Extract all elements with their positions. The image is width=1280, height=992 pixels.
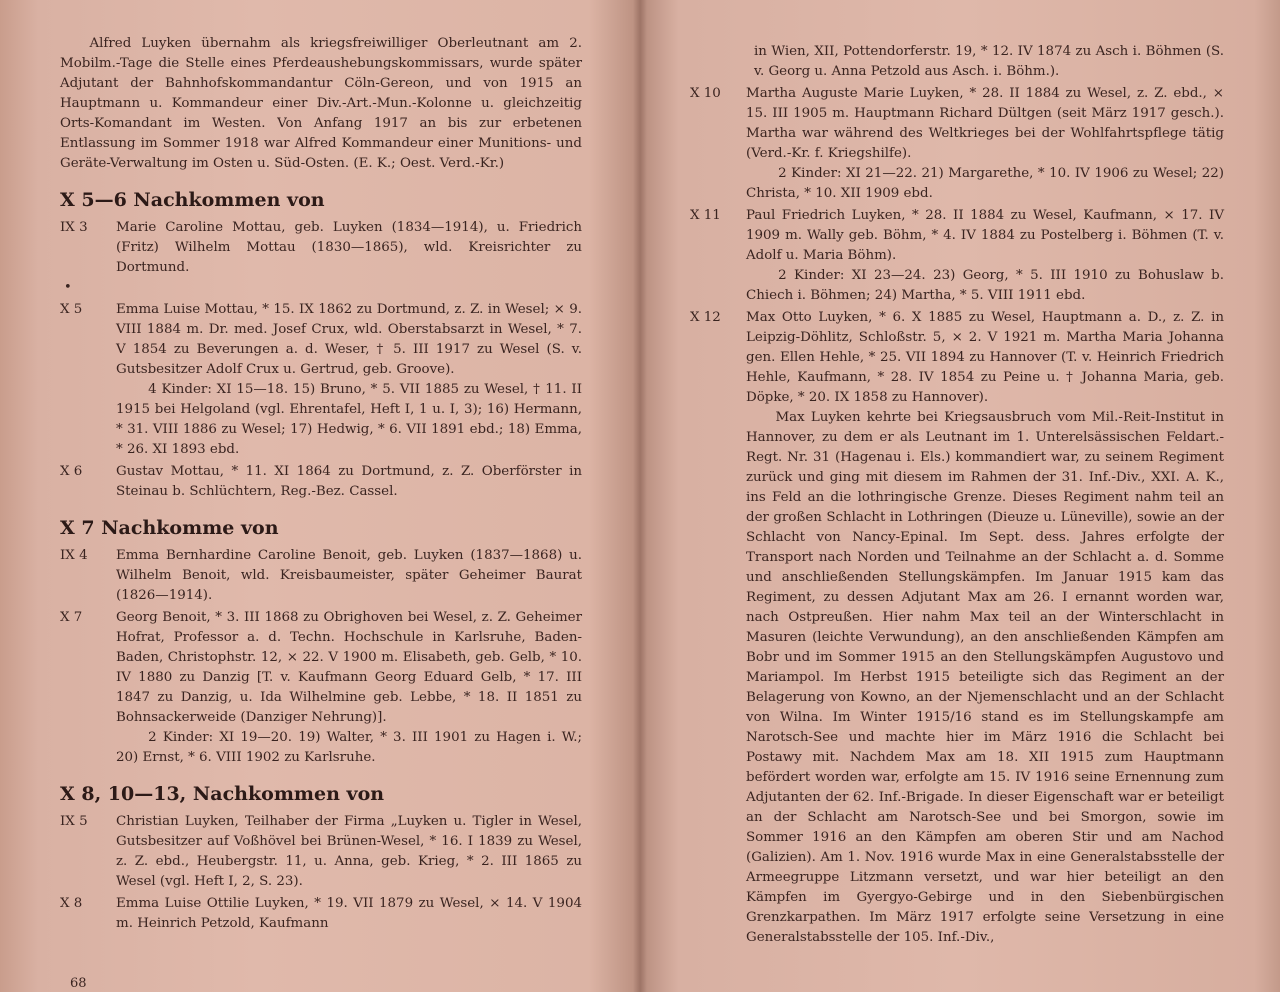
entry-x11	[690, 206, 1224, 306]
entry-text: Marie Caroline Mottau, geb. Luyken (1834—1914), u. Friedrich (Fritz) Wilhelm Mottau (1830—1865), wld. Kreisrichter zu Dortmund.	[116, 220, 582, 275]
parent-entry-ix5	[60, 812, 582, 892]
entry-text: Emma Luise Mottau, * 15. IX 1862 zu Dortmund, z. Z. in Wesel; × 9. VIII 1884 m. Dr. med. Josef Crux, wld. Oberstabsarzt in Wesel, * 7. V 1854 zu Beverungen a. d. Weser, † 5. III 1917 zu Wesel (S. v. Gutsbesitzer Adolf Crux u. Gertrud, geb. Groove).	[116, 302, 582, 377]
continuation-text: in Wien, XII, Pottendorferstr. 19, * 12. IV 1874 zu Asch i. Böhmen (S. v. Georg u. Anna Petzold aus Asch. i. Böhm.).	[754, 44, 1224, 79]
entry-code: X 7	[60, 610, 83, 625]
entry-text: Martha Auguste Marie Luyken, * 28. II 1884 zu Wesel, z. Z. ebd., × 15. III 1905 m. Hauptmann Richard Dültgen (seit März 1917 gesch.). Martha war während des Weltkrieges bei der Wohlfahrtspflege tätig (Verd.-Kr. f. Kriegshilfe).	[746, 86, 1224, 161]
entry-x10	[690, 84, 1224, 204]
entry-text: Georg Benoit, * 3. III 1868 zu Obrighoven bei Wesel, z. Z. Geheimer Hofrat, Professor a. d. Techn. Hochschule in Karlsruhe, Baden-Baden, Christophstr. 12, × 22. V 1900 m. Elisabeth, geb. Gelb, * 10. IV 1880 zu Danzig [T. v. Kaufmann Georg Eduard Gelb, * 17. III 1847 zu Danzig, u. Ida Wilhelmine geb. Lebbe, * 18. II 1851 zu Bohnsackerweide (Danziger Nehrung)].	[116, 610, 582, 725]
right-page	[640, 0, 1280, 992]
entry-x8	[60, 894, 582, 934]
children-list: 4 Kinder: XI 15—18. 15) Bruno, * 5. VII 1885 zu Wesel, † 11. II 1915 bei Helgoland (vgl. Ehrentafel, Heft I, 1 u. I, 3); 16) Hermann, * 31. VIII 1886 zu Wesel; 17) Hedwig, * 6. VII 1891 ebd.; 18) Emma, * 26. XI 1893 ebd.	[116, 382, 582, 457]
book-gutter	[633, 0, 647, 992]
entry-code: X 10	[690, 86, 721, 101]
entry-code: IX 4	[60, 548, 88, 563]
section-heading-x5-6: X 5—6 Nachkommen von	[60, 189, 325, 211]
intro-paragraph: Alfred Luyken übernahm als kriegsfreiwilliger Oberleutnant am 2. Mobilm.-Tage die Stelle eines Pferdeaushebungskommissars, wurde später Adjutant der Bahnhofskommandantur Cöln-Gereon, und von 1915 an Hauptmann u. Kommandeur einer Div.-Art.-Mun.-Kolonne u. gleichzeitig Orts-Komandant im Westen. Von Anfang 1917 an bis zur erbetenen Entlassung im Sommer 1918 war Alfred Kommandeur einer Munitions- und Geräte-Verwaltung im Osten u. Süd-Osten. (E. K.; Oest. Verd.-Kr.)	[60, 36, 582, 171]
entry-text: Gustav Mottau, * 11. XI 1864 zu Dortmund, z. Z. Oberförster in Steinau b. Schlüchtern, Reg.-Bez. Cassel.	[116, 464, 582, 499]
section-heading-x7: X 7 Nachkomme von	[60, 517, 279, 539]
entry-code: X 11	[690, 208, 721, 223]
entry-text: Max Otto Luyken, * 6. X 1885 zu Wesel, Hauptmann a. D., z. Z. in Leipzig-Döhlitz, Schloßstr. 5, × 2. V 1921 m. Martha Maria Johanna gen. Ellen Hehle, * 25. VII 1894 zu Hannover (T. v. Heinrich Friedrich Hehle, Kaufmann, * 28. IV 1854 zu Peine u. † Johanna Maria, geb. Döpke, * 20. IX 1858 zu Hannover).	[746, 310, 1224, 405]
section-heading-x8-13: X 8, 10—13, Nachkommen von	[60, 783, 385, 805]
parent-entry-ix4	[60, 546, 582, 606]
entry-x7	[60, 608, 582, 768]
entry-text: Emma Luise Ottilie Luyken, * 19. VII 1879 zu Wesel, × 14. V 1904 m. Heinrich Petzold, Kaufmann	[116, 896, 582, 931]
children-list: 2 Kinder: XI 21—22. 21) Margarethe, * 10. IV 1906 zu Wesel; 22) Christa, * 10. XII 1909 ebd.	[746, 166, 1224, 201]
entry-text: Paul Friedrich Luyken, * 28. II 1884 zu Wesel, Kaufmann, × 17. IV 1909 m. Wally geb. Böhm, * 4. IV 1884 zu Postelberg i. Böhmen (T. v. Adolf u. Maria Böhm).	[746, 208, 1224, 263]
biography-paragraph: Max Luyken kehrte bei Kriegsausbruch vom Mil.-Reit-Institut in Hannover, zu dem er als Leutnant im 1. Unterelsässischen Feldart.-Regt. Nr. 31 (Hagenau i. Els.) kommandiert war, zu seinem Regiment zurück und ging mit diesem im Rahmen der 31. Inf.-Div., XXI. A. K., ins Feld an die lothringische Grenze. Dieses Regiment nahm teil an der großen Schlacht in Lothringen (Dieuze u. Lüneville), sowie an der Schlacht von Nancy-Epinal. Im Sept. dess. Jahres erfolgte der Transport nach Norden und Teilnahme an der Schlacht a. d. Somme und anschließenden Stellungskämpfen. Im Januar 1915 kam das Regiment, zu dessen Adjutant Max am 26. I ernannt worden war, nach Ostpreußen. Hier nahm Max teil an der Winterschlacht in Masuren (leichte Verwundung), an den anschließenden Kämpfen am Bobr und im Sommer 1915 an den Stellungskämpfen Augustovo und Mariampol. Im Herbst 1915 beteiligte sich das Regiment an der Belagerung von Kowno, an der Njemenschlacht und an der Schlacht von Wilna. Im Winter 1915/16 stand es im Stellungskampfe am Narotsch-See und machte hier im März 1916 die Schlacht bei Postawy mit. Nachdem Max am 18. XII 1915 zum Hauptmann befördert worden war, erfolgte am 15. IV 1916 seine Ernennung zum Adjutanten der 62. Inf.-Brigade. In dieser Eigenschaft war er beteiligt an der Schlacht am Narotsch-See und bei Smorgon, sowie im Sommer 1916 an den Kämpfen am oberen Stir und am Nachod (Galizien). Am 1. Nov. 1916 wurde Max in eine Generalstabsstelle der Armeegruppe Litzmann versetzt, und war hier beteiligt an den Kämpfen im Gyergyo-Gebirge und in den Siebenbürgischen Grenzkarpathen. Im März 1917 erfolgte seine Versetzung in eine Generalstabsstelle der 105. Inf.-Div.,	[746, 410, 1224, 945]
entry-code: IX 5	[60, 814, 88, 829]
page-number: 68	[70, 976, 87, 991]
bullet-mark: •	[64, 280, 72, 295]
entry-code: X 6	[60, 464, 83, 479]
entry-code: X 5	[60, 302, 83, 317]
entry-code: X 12	[690, 310, 721, 325]
entry-x12	[690, 308, 1224, 948]
parent-entry-ix3	[60, 218, 582, 278]
entry-text: Emma Bernhardine Caroline Benoit, geb. Luyken (1837—1868) u. Wilhelm Benoit, wld. Kreisbaumeister, später Geheimer Baurat (1826—1914).	[116, 548, 582, 603]
entry-x5	[60, 300, 582, 460]
entry-x6	[60, 462, 582, 502]
entry-text: Christian Luyken, Teilhaber der Firma „Luyken u. Tigler in Wesel, Gutsbesitzer auf Voßhövel bei Brünen-Wesel, * 16. I 1839 zu Wesel, z. Z. ebd., Heubergstr. 11, u. Anna, geb. Krieg, * 2. III 1865 zu Wesel (vgl. Heft I, 2, S. 23).	[116, 814, 582, 889]
children-list: 2 Kinder: XI 23—24. 23) Georg, * 5. III 1910 zu Bohuslaw b. Chiech i. Böhmen; 24) Martha, * 5. VIII 1911 ebd.	[746, 268, 1224, 303]
entry-code: X 8	[60, 896, 83, 911]
children-list: 2 Kinder: XI 19—20. 19) Walter, * 3. III 1901 zu Hagen i. W.; 20) Ernst, * 6. VIII 1902 zu Karlsruhe.	[116, 730, 582, 765]
entry-code: IX 3	[60, 220, 88, 235]
